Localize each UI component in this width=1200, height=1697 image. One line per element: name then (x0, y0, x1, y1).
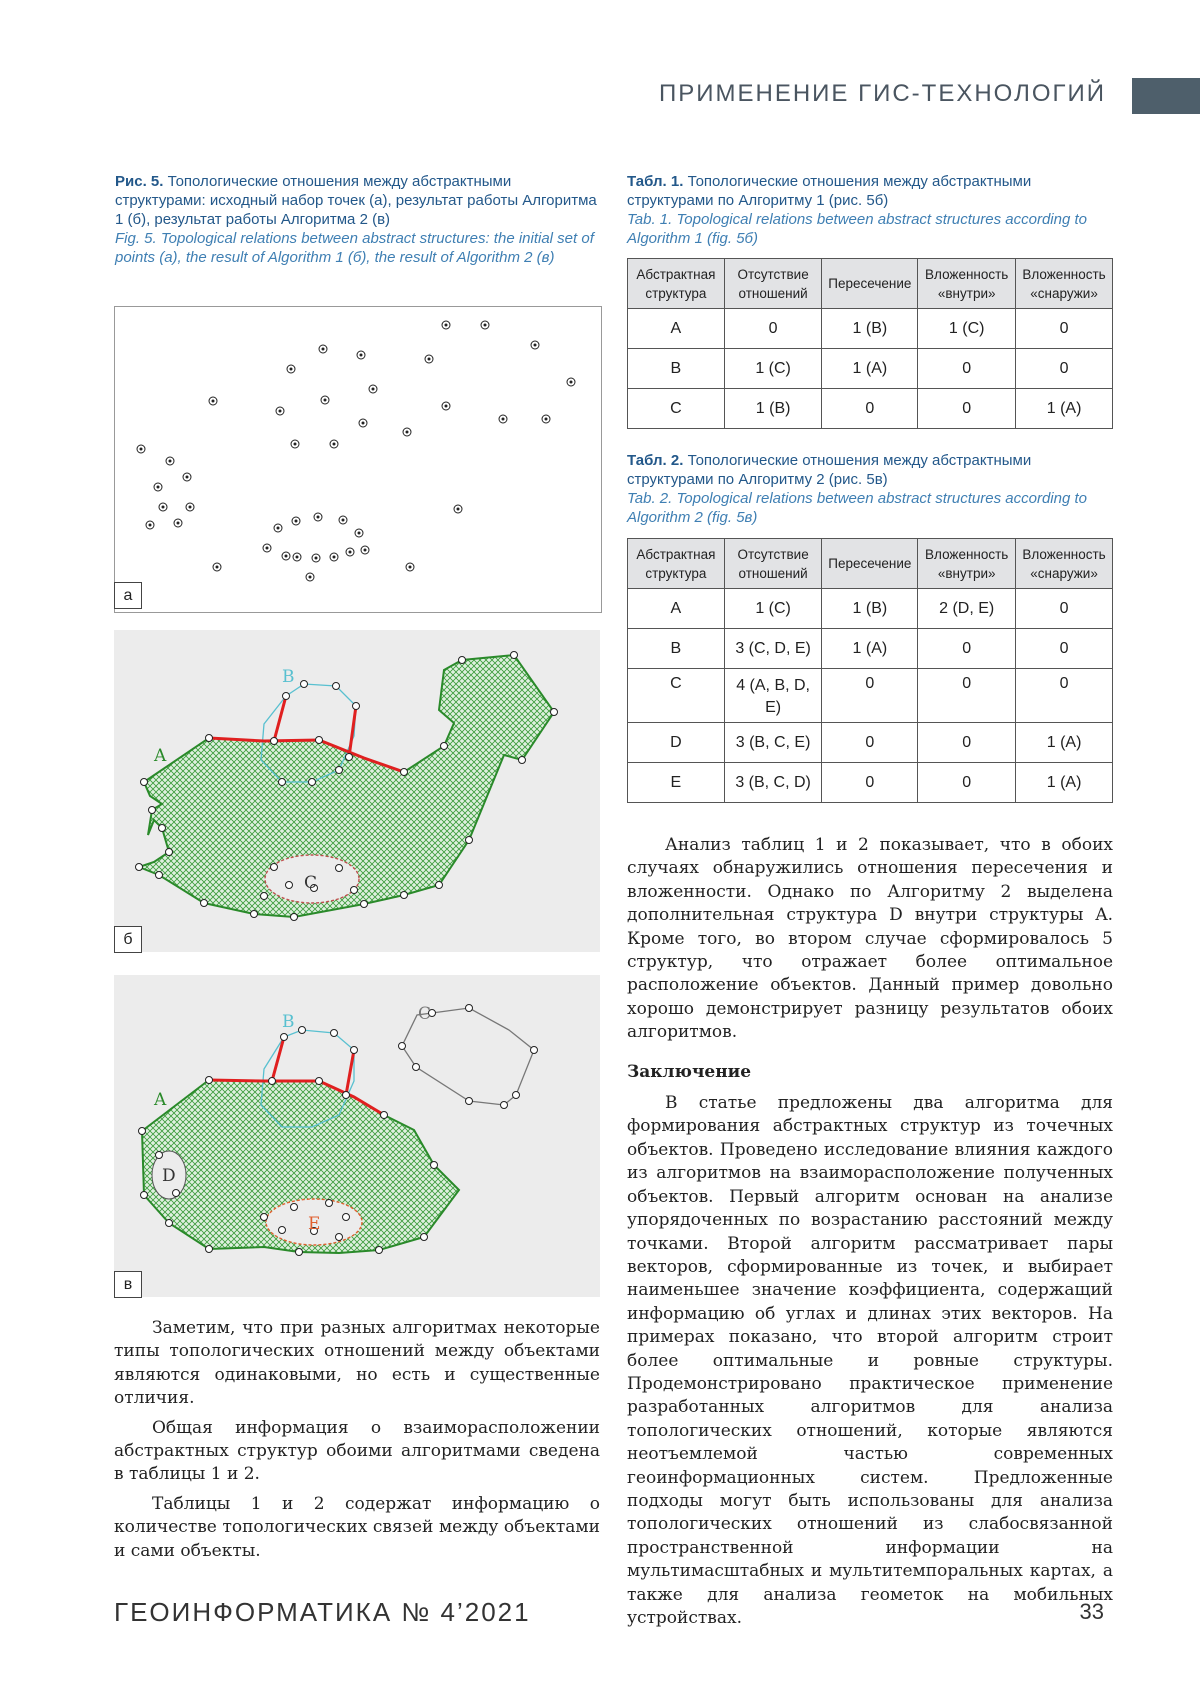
table1-caption-en: Tab. 1. Topological relations between abstract structures according to Algorithm 1 (fig. 5б) (627, 211, 1087, 247)
table2-cell: A (628, 589, 725, 629)
table2-cell: 0 (1016, 589, 1113, 629)
table2-header: Отсутствие отношений (724, 539, 822, 589)
table1-cell: 1 (B) (822, 309, 918, 349)
label-b-a: A (154, 746, 167, 766)
paragraph: Таблицы 1 и 2 содержат информацию о количестве топологических связей между объектами и сами объекты. (114, 1493, 600, 1561)
table-row (628, 309, 1113, 349)
panel-a-tag: а (114, 582, 142, 609)
table2-cell: 0 (918, 629, 1016, 669)
table-row (628, 629, 1113, 669)
table1-cell: 1 (A) (822, 349, 918, 389)
table1-caption-ru: Топологические отношения между абстрактными структурами по Алгоритму 1 (рис. 5б) (627, 173, 1032, 209)
table2-cell: 4 (A, B, D, E) (724, 669, 822, 723)
table1 (627, 258, 1113, 429)
table2-caption-en: Tab. 2. Topological relations between abstract structures according to Algorithm 2 (fig. 5в) (627, 490, 1087, 526)
page-number: 33 (1079, 1599, 1104, 1624)
figure-panel-c (114, 975, 600, 1297)
table1-cell: B (628, 349, 725, 389)
label-c-e: E (308, 1214, 321, 1234)
table2-cell: B (628, 629, 725, 669)
table1-cell: A (628, 309, 725, 349)
table2-label: Табл. 2. (627, 452, 684, 469)
table2-cell: 1 (A) (1016, 723, 1113, 763)
table1-label: Табл. 1. (627, 173, 684, 190)
table1-cell: 0 (724, 309, 822, 349)
section-heading: Заключение (627, 1061, 752, 1082)
table2-cell: 0 (918, 669, 1016, 723)
table1-cell: 0 (1016, 309, 1113, 349)
table1-header: Отсутствие отношений (724, 259, 822, 309)
label-c-a: A (154, 1090, 167, 1110)
table1-cell: 0 (918, 349, 1016, 389)
table-row (628, 763, 1113, 803)
table2-cell: 1 (A) (822, 629, 918, 669)
table1-cell: 1 (A) (1016, 389, 1113, 429)
table2-header: Вложенность «снаружи» (1016, 539, 1113, 589)
table-row (628, 723, 1113, 763)
paragraph: В статье предложены два алгоритма для формирования абстрактных структур из точечных объектов. Проведено исследование влияния каждого из алгоритмов на взаиморасположение полученных объектов. Первый алгоритм основан на анализе упорядоченных по возрастанию расстояний между точками. Второй алгоритм рассматривает пары векторов, сформированные из точек, и выбирает наименьшее значение коэффициента, содержащий информацию об углах и длинах этих векторов. На примерах показано, что второй алгоритм строит более оптимальные и ровные структуры. Продемонстрировано практическое применение разработанных алгоритмов для анализа топологических отношений, которые являются неотъемлемой частью современных геоинформационных систем. Предложенные подходы могут быть использованы для анализа топологических отношений из слабосвязанной пространственной информации на мультимасштабных и мультитемпоральных картах, а также для анализа геометок на мобильных устройствах. (627, 1093, 1113, 1628)
panel-b-structures (114, 630, 600, 952)
table1-cell: 0 (822, 389, 918, 429)
table2-cell: 0 (1016, 669, 1113, 723)
table2-cell: C (628, 669, 725, 723)
table-row (628, 669, 1113, 723)
label-c-d: D (162, 1166, 176, 1186)
table2-cell: 0 (822, 669, 918, 723)
table2-caption (627, 451, 1114, 527)
table2 (627, 538, 1113, 803)
label-c-b: B (282, 1012, 295, 1032)
table1-header: Пересечение (822, 259, 918, 309)
table2-cell: E (628, 763, 725, 803)
table2-header: Вложенность «внутри» (918, 539, 1016, 589)
figure-caption-ru: Топологические отношения между абстрактными структурами: исходный набор точек (а), результат работы Алгоритма 1 (б), результат работы Алгоритма 2 (в) (115, 173, 597, 228)
section-title: ПРИМЕНЕНИЕ ГИС-ТЕХНОЛОГИЙ (659, 80, 1106, 107)
label-b-b: B (282, 667, 295, 687)
table2-cell: 1 (B) (822, 589, 918, 629)
paragraph: Общая информация о взаиморасположении абстрактных структур обоими алгоритмами сведена в таблицы 1 и 2. (114, 1417, 600, 1485)
label-c-c: C (418, 1004, 432, 1024)
table2-cell: 0 (1016, 629, 1113, 669)
header-color-block (1132, 78, 1200, 114)
panel-c-tag: в (114, 1271, 142, 1298)
table2-cell: 0 (918, 763, 1016, 803)
figure-panel-b (114, 630, 600, 952)
table2-cell: 0 (918, 723, 1016, 763)
table1-header: Абстрактная структура (628, 259, 725, 309)
table2-cell: 0 (822, 763, 918, 803)
table2-cell: 0 (822, 723, 918, 763)
figure-caption (115, 172, 605, 267)
left-column-text (114, 1317, 600, 1563)
figure-label: Рис. 5. (115, 173, 164, 190)
table2-cell: 2 (D, E) (918, 589, 1016, 629)
table1-cell: 1 (C) (918, 309, 1016, 349)
panel-a-points (115, 307, 601, 612)
figure-panel-a (114, 306, 602, 613)
table1-cell: 1 (C) (724, 349, 822, 389)
table1-cell: 0 (1016, 349, 1113, 389)
table2-cell: 3 (B, C, E) (724, 723, 822, 763)
table-row (628, 589, 1113, 629)
table2-cell: 3 (B, C, D) (724, 763, 822, 803)
figure-caption-en: Fig. 5. Topological relations between abstract structures: the initial set of points (a), the result of Algorithm 1 (б), the result of Algorithm 2 (в) (115, 230, 594, 266)
panel-c-structures (114, 975, 600, 1297)
paragraph: Анализ таблиц 1 и 2 показывает, что в обоих случаях обнаружились отношения пересечения и вложенности. Однако по Алгоритму 2 выделена дополнительная структура D внутри структуры A. Кроме того, во втором случае сформировалось 5 структур, что отражает более оптимальное расположение объектов. Данный пример довольно хорошо демонстрирует разницу результатов обоих алгоритмов. (627, 835, 1113, 1043)
journal-name: ГЕОИНФОРМАТИКА № 4’2021 (114, 1597, 531, 1627)
table1-cell: 0 (918, 389, 1016, 429)
table1-header: Вложенность «снаружи» (1016, 259, 1113, 309)
table2-cell: D (628, 723, 725, 763)
table1-caption (627, 172, 1114, 248)
table2-cell: 1 (A) (1016, 763, 1113, 803)
table1-header: Вложенность «внутри» (918, 259, 1016, 309)
table1-cell: 1 (B) (724, 389, 822, 429)
right-column-text (627, 834, 1113, 1630)
table-row (628, 389, 1113, 429)
table2-header: Абстрактная структура (628, 539, 725, 589)
paragraph: Заметим, что при разных алгоритмах некоторые типы топологических отношений между объектами являются одинаковыми, но есть и существенные отличия. (114, 1318, 600, 1409)
table2-cell: 1 (C) (724, 589, 822, 629)
table2-caption-ru: Топологические отношения между абстрактными структурами по Алгоритму 2 (рис. 5в) (627, 452, 1032, 488)
table2-cell: 3 (C, D, E) (724, 629, 822, 669)
panel-b-tag: б (114, 926, 142, 953)
table2-header: Пересечение (822, 539, 918, 589)
table-row (628, 349, 1113, 389)
label-b-c: C (304, 873, 318, 893)
table1-cell: C (628, 389, 725, 429)
